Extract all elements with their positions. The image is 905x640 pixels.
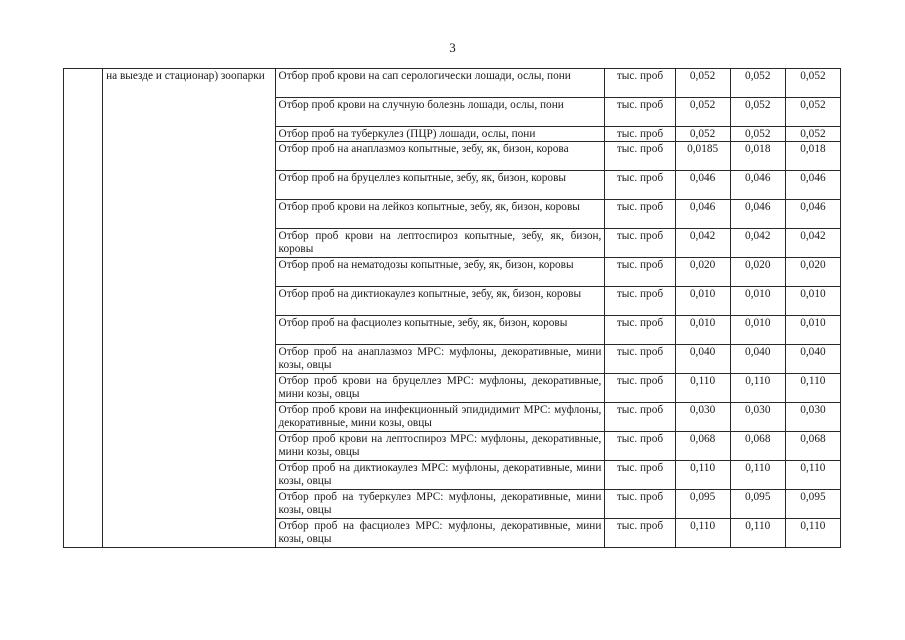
description-cell: Отбор проб крови на бруцеллез МРС: муфлоны, декоративные, мини козы, овцы [275, 374, 605, 403]
value-cell-3: 0,042 [785, 229, 840, 258]
value-cell-2: 0,020 [730, 258, 785, 287]
unit-cell: тыс. проб [605, 316, 675, 345]
description-cell: Отбор проб на диктиокаулез копытные, зебу, як, бизон, коровы [275, 287, 605, 316]
unit-cell: тыс. проб [605, 490, 675, 519]
value-cell-2: 0,095 [730, 490, 785, 519]
value-cell-2: 0,018 [730, 142, 785, 171]
services-table [63, 68, 841, 548]
value-cell-3: 0,040 [785, 345, 840, 374]
value-cell-2: 0,110 [730, 461, 785, 490]
value-cell-3: 0,110 [785, 519, 840, 548]
value-cell-1: 0,110 [675, 519, 730, 548]
unit-cell: тыс. проб [605, 127, 675, 142]
description-cell: Отбор проб на туберкулез (ПЦР) лошади, ослы, пони [275, 127, 605, 142]
description-cell: Отбор проб на бруцеллез копытные, зебу, як, бизон, коровы [275, 171, 605, 200]
value-cell-3: 0,018 [785, 142, 840, 171]
value-cell-1: 0,030 [675, 403, 730, 432]
value-cell-3: 0,110 [785, 374, 840, 403]
value-cell-1: 0,095 [675, 490, 730, 519]
unit-cell: тыс. проб [605, 432, 675, 461]
value-cell-3: 0,052 [785, 127, 840, 142]
description-cell: Отбор проб на диктиокаулез МРС: муфлоны, декоративные, мини козы, овцы [275, 461, 605, 490]
value-cell-2: 0,042 [730, 229, 785, 258]
value-cell-2: 0,110 [730, 519, 785, 548]
value-cell-3: 0,052 [785, 69, 840, 98]
unit-cell: тыс. проб [605, 287, 675, 316]
value-cell-1: 0,040 [675, 345, 730, 374]
value-cell-1: 0,046 [675, 171, 730, 200]
value-cell-3: 0,030 [785, 403, 840, 432]
unit-cell: тыс. проб [605, 461, 675, 490]
value-cell-3: 0,052 [785, 98, 840, 127]
value-cell-2: 0,030 [730, 403, 785, 432]
value-cell-2: 0,052 [730, 69, 785, 98]
value-cell-3: 0,020 [785, 258, 840, 287]
description-cell: Отбор проб крови на сап серологически лошади, ослы, пони [275, 69, 605, 98]
description-cell: Отбор проб на нематодозы копытные, зебу, як, бизон, коровы [275, 258, 605, 287]
value-cell-1: 0,046 [675, 200, 730, 229]
description-cell: Отбор проб крови на инфекционный эпидидимит МРС: муфлоны, декоративные, мини козы, овцы [275, 403, 605, 432]
description-cell: Отбор проб на анаплазмоз МРС: муфлоны, декоративные, мини козы, овцы [275, 345, 605, 374]
value-cell-1: 0,042 [675, 229, 730, 258]
value-cell-1: 0,052 [675, 69, 730, 98]
value-cell-1: 0,052 [675, 127, 730, 142]
value-cell-2: 0,010 [730, 287, 785, 316]
value-cell-1: 0,068 [675, 432, 730, 461]
unit-cell: тыс. проб [605, 519, 675, 548]
value-cell-3: 0,010 [785, 316, 840, 345]
value-cell-2: 0,046 [730, 171, 785, 200]
unit-cell: тыс. проб [605, 200, 675, 229]
unit-cell: тыс. проб [605, 98, 675, 127]
description-cell: Отбор проб на туберкулез МРС: муфлоны, декоративные, мини козы, овцы [275, 490, 605, 519]
value-cell-3: 0,010 [785, 287, 840, 316]
value-cell-1: 0,010 [675, 287, 730, 316]
unit-cell: тыс. проб [605, 345, 675, 374]
value-cell-1: 0,0185 [675, 142, 730, 171]
value-cell-2: 0,010 [730, 316, 785, 345]
value-cell-2: 0,052 [730, 127, 785, 142]
description-cell: Отбор проб на фасциолез МРС: муфлоны, декоративные, мини козы, овцы [275, 519, 605, 548]
value-cell-3: 0,068 [785, 432, 840, 461]
table-row [64, 69, 841, 98]
value-cell-2: 0,052 [730, 98, 785, 127]
unit-cell: тыс. проб [605, 69, 675, 98]
value-cell-2: 0,110 [730, 374, 785, 403]
description-cell: Отбор проб крови на лептоспироз МРС: муфлоны, декоративные, мини козы, овцы [275, 432, 605, 461]
value-cell-1: 0,110 [675, 374, 730, 403]
value-cell-2: 0,040 [730, 345, 785, 374]
description-cell: Отбор проб крови на лейкоз копытные, зебу, як, бизон, коровы [275, 200, 605, 229]
value-cell-3: 0,095 [785, 490, 840, 519]
value-cell-3: 0,110 [785, 461, 840, 490]
value-cell-2: 0,046 [730, 200, 785, 229]
description-cell: Отбор проб на фасциолез копытные, зебу, як, бизон, коровы [275, 316, 605, 345]
value-cell-1: 0,110 [675, 461, 730, 490]
value-cell-1: 0,020 [675, 258, 730, 287]
unit-cell: тыс. проб [605, 374, 675, 403]
unit-cell: тыс. проб [605, 229, 675, 258]
description-cell: Отбор проб крови на лептоспироз копытные, зебу, як, бизон, коровы [275, 229, 605, 258]
place-cell: на выезде и стационар) зоопарки [103, 69, 275, 548]
unit-cell: тыс. проб [605, 171, 675, 200]
number-cell [64, 69, 103, 548]
value-cell-1: 0,010 [675, 316, 730, 345]
value-cell-2: 0,068 [730, 432, 785, 461]
page-number: 3 [449, 40, 456, 55]
value-cell-1: 0,052 [675, 98, 730, 127]
description-cell: Отбор проб на анаплазмоз копытные, зебу, як, бизон, корова [275, 142, 605, 171]
unit-cell: тыс. проб [605, 142, 675, 171]
unit-cell: тыс. проб [605, 258, 675, 287]
description-cell: Отбор проб крови на случную болезнь лошади, ослы, пони [275, 98, 605, 127]
value-cell-3: 0,046 [785, 171, 840, 200]
value-cell-3: 0,046 [785, 200, 840, 229]
unit-cell: тыс. проб [605, 403, 675, 432]
